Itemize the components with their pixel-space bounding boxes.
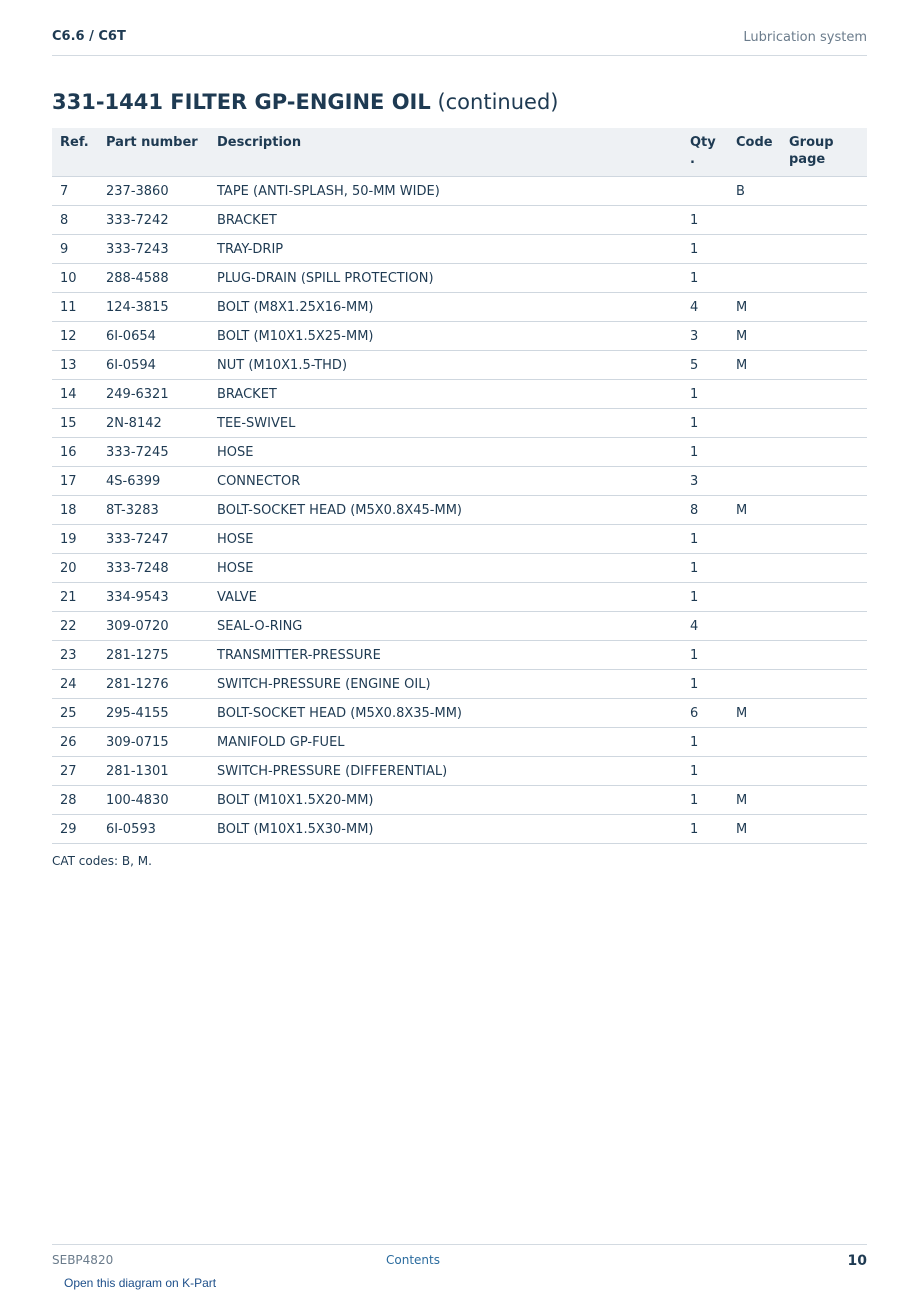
- cell-code: M: [728, 815, 781, 844]
- cell-group-page: [781, 496, 867, 525]
- cell-qty: 1: [682, 264, 728, 293]
- cell-group-page: [781, 670, 867, 699]
- cell-ref: 15: [52, 409, 98, 438]
- table-row: [52, 757, 867, 786]
- cell-qty: 1: [682, 670, 728, 699]
- cell-ref: 11: [52, 293, 98, 322]
- cell-code: [728, 467, 781, 496]
- table-row: [52, 641, 867, 670]
- cell-description: NUT (M10X1.5-THD): [209, 351, 682, 380]
- cell-part-number: 100-4830: [98, 786, 209, 815]
- table-row: [52, 351, 867, 380]
- table-row: [52, 699, 867, 728]
- cell-ref: 27: [52, 757, 98, 786]
- cell-description: BRACKET: [209, 206, 682, 235]
- cell-code: B: [728, 177, 781, 206]
- cell-description: MANIFOLD GP-FUEL: [209, 728, 682, 757]
- table-row: [52, 380, 867, 409]
- table-row: [52, 235, 867, 264]
- cell-description: SEAL-O-RING: [209, 612, 682, 641]
- cell-code: [728, 612, 781, 641]
- cat-codes-note: CAT codes: B, M.: [52, 854, 152, 868]
- cell-part-number: 124-3815: [98, 293, 209, 322]
- cell-part-number: 281-1275: [98, 641, 209, 670]
- col-code-header: Code: [728, 128, 781, 177]
- cell-part-number: 4S-6399: [98, 467, 209, 496]
- cell-code: M: [728, 322, 781, 351]
- cell-ref: 28: [52, 786, 98, 815]
- cell-code: M: [728, 496, 781, 525]
- cell-ref: 22: [52, 612, 98, 641]
- table-row: [52, 786, 867, 815]
- cell-part-number: 2N-8142: [98, 409, 209, 438]
- table-row: [52, 467, 867, 496]
- cell-group-page: [781, 815, 867, 844]
- table-row: [52, 583, 867, 612]
- section-label: Lubrication system: [743, 30, 867, 45]
- cell-part-number: 309-0715: [98, 728, 209, 757]
- cell-ref: 21: [52, 583, 98, 612]
- cell-qty: 1: [682, 206, 728, 235]
- cell-part-number: 334-9543: [98, 583, 209, 612]
- cell-code: [728, 235, 781, 264]
- cell-description: PLUG-DRAIN (SPILL PROTECTION): [209, 264, 682, 293]
- cell-code: M: [728, 786, 781, 815]
- page-title: [52, 90, 558, 114]
- cell-ref: 23: [52, 641, 98, 670]
- page-number: 10: [847, 1253, 867, 1269]
- cell-qty: 5: [682, 351, 728, 380]
- col-ref-header: Ref.: [52, 128, 98, 177]
- cell-qty: [682, 177, 728, 206]
- cell-description: HOSE: [209, 554, 682, 583]
- cell-code: M: [728, 699, 781, 728]
- cell-qty: 1: [682, 380, 728, 409]
- cell-description: BRACKET: [209, 380, 682, 409]
- title-main: 331-1441 FILTER GP-ENGINE OIL: [52, 90, 431, 114]
- cell-group-page: [781, 525, 867, 554]
- cell-code: [728, 438, 781, 467]
- table-row: [52, 293, 867, 322]
- cell-qty: 1: [682, 641, 728, 670]
- cell-code: [728, 670, 781, 699]
- cell-code: [728, 206, 781, 235]
- cell-description: HOSE: [209, 438, 682, 467]
- cell-part-number: 333-7243: [98, 235, 209, 264]
- cell-qty: 3: [682, 467, 728, 496]
- cell-ref: 18: [52, 496, 98, 525]
- cell-part-number: 281-1301: [98, 757, 209, 786]
- cell-qty: 1: [682, 786, 728, 815]
- cell-ref: 12: [52, 322, 98, 351]
- cell-description: SWITCH-PRESSURE (DIFFERENTIAL): [209, 757, 682, 786]
- table-row: [52, 815, 867, 844]
- page-header: [52, 28, 867, 56]
- cell-group-page: [781, 409, 867, 438]
- col-description-header: Description: [209, 128, 682, 177]
- cell-code: [728, 757, 781, 786]
- cell-description: BOLT-SOCKET HEAD (M5X0.8X45-MM): [209, 496, 682, 525]
- contents-link[interactable]: Contents: [386, 1253, 440, 1267]
- cell-group-page: [781, 612, 867, 641]
- cell-ref: 8: [52, 206, 98, 235]
- cell-description: BOLT (M10X1.5X30-MM): [209, 815, 682, 844]
- cell-ref: 20: [52, 554, 98, 583]
- col-qty-header: Qty .: [682, 128, 728, 177]
- cell-qty: 1: [682, 438, 728, 467]
- cell-part-number: 8T-3283: [98, 496, 209, 525]
- cell-code: [728, 728, 781, 757]
- table-row: [52, 612, 867, 641]
- cell-description: BOLT (M10X1.5X20-MM): [209, 786, 682, 815]
- cell-code: [728, 264, 781, 293]
- table-row: [52, 322, 867, 351]
- cell-group-page: [781, 438, 867, 467]
- table-row: [52, 264, 867, 293]
- cell-code: [728, 641, 781, 670]
- cell-description: TEE-SWIVEL: [209, 409, 682, 438]
- cell-ref: 7: [52, 177, 98, 206]
- page-footer: [52, 1244, 867, 1275]
- cell-part-number: 249-6321: [98, 380, 209, 409]
- cell-description: TRAY-DRIP: [209, 235, 682, 264]
- parts-table: [52, 128, 867, 844]
- cell-description: VALVE: [209, 583, 682, 612]
- parts-table-header: [52, 128, 867, 177]
- cell-code: [728, 380, 781, 409]
- cell-ref: 29: [52, 815, 98, 844]
- table-row: [52, 496, 867, 525]
- table-row: [52, 670, 867, 699]
- cell-group-page: [781, 206, 867, 235]
- cell-description: TAPE (ANTI-SPLASH, 50-MM WIDE): [209, 177, 682, 206]
- cell-ref: 19: [52, 525, 98, 554]
- cell-ref: 26: [52, 728, 98, 757]
- cell-group-page: [781, 757, 867, 786]
- cell-part-number: 281-1276: [98, 670, 209, 699]
- cell-qty: 1: [682, 409, 728, 438]
- cell-group-page: [781, 786, 867, 815]
- cell-qty: 1: [682, 554, 728, 583]
- cell-ref: 25: [52, 699, 98, 728]
- cell-ref: 14: [52, 380, 98, 409]
- cell-group-page: [781, 264, 867, 293]
- cell-part-number: 333-7248: [98, 554, 209, 583]
- cell-part-number: 6I-0593: [98, 815, 209, 844]
- cell-ref: 9: [52, 235, 98, 264]
- col-group-page-header: Group page: [781, 128, 867, 177]
- cell-code: [728, 583, 781, 612]
- cell-qty: 4: [682, 293, 728, 322]
- cell-group-page: [781, 380, 867, 409]
- cell-ref: 17: [52, 467, 98, 496]
- cell-group-page: [781, 728, 867, 757]
- cell-ref: 16: [52, 438, 98, 467]
- cell-part-number: 288-4588: [98, 264, 209, 293]
- cell-code: [728, 525, 781, 554]
- cell-code: M: [728, 293, 781, 322]
- cell-part-number: 309-0720: [98, 612, 209, 641]
- cell-group-page: [781, 554, 867, 583]
- title-suffix: (continued): [437, 90, 559, 114]
- cell-code: [728, 409, 781, 438]
- table-row: [52, 728, 867, 757]
- cell-qty: 1: [682, 235, 728, 264]
- cell-part-number: 333-7245: [98, 438, 209, 467]
- cell-group-page: [781, 322, 867, 351]
- document-id: SEBP4820: [52, 1253, 114, 1267]
- cell-description: BOLT (M8X1.25X16-MM): [209, 293, 682, 322]
- parts-table-body: [52, 177, 867, 844]
- table-row: [52, 525, 867, 554]
- cell-ref: 24: [52, 670, 98, 699]
- cell-qty: 1: [682, 757, 728, 786]
- cell-part-number: 237-3860: [98, 177, 209, 206]
- cell-qty: 1: [682, 583, 728, 612]
- model-label: C6.6 / C6T: [52, 29, 126, 44]
- cell-ref: 10: [52, 264, 98, 293]
- cell-qty: 1: [682, 525, 728, 554]
- cell-description: SWITCH-PRESSURE (ENGINE OIL): [209, 670, 682, 699]
- cell-code: [728, 554, 781, 583]
- cell-group-page: [781, 293, 867, 322]
- table-row: [52, 409, 867, 438]
- cell-group-page: [781, 583, 867, 612]
- cell-description: TRANSMITTER-PRESSURE: [209, 641, 682, 670]
- cell-qty: 1: [682, 815, 728, 844]
- col-part-number-header: Part number: [98, 128, 209, 177]
- table-row: [52, 438, 867, 467]
- cell-part-number: 333-7247: [98, 525, 209, 554]
- cell-part-number: 6I-0594: [98, 351, 209, 380]
- table-row: [52, 206, 867, 235]
- table-row: [52, 554, 867, 583]
- cell-qty: 4: [682, 612, 728, 641]
- cell-code: M: [728, 351, 781, 380]
- table-row: [52, 177, 867, 206]
- cell-description: HOSE: [209, 525, 682, 554]
- cell-group-page: [781, 467, 867, 496]
- cell-ref: 13: [52, 351, 98, 380]
- cell-group-page: [781, 641, 867, 670]
- cell-description: BOLT (M10X1.5X25-MM): [209, 322, 682, 351]
- kpart-diagram-link[interactable]: Open this diagram on K-Part: [64, 1276, 217, 1290]
- cell-description: BOLT-SOCKET HEAD (M5X0.8X35-MM): [209, 699, 682, 728]
- cell-qty: 3: [682, 322, 728, 351]
- cell-part-number: 6I-0654: [98, 322, 209, 351]
- cell-group-page: [781, 235, 867, 264]
- cell-part-number: 295-4155: [98, 699, 209, 728]
- cell-qty: 8: [682, 496, 728, 525]
- cell-group-page: [781, 177, 867, 206]
- header-row: [52, 128, 867, 177]
- cell-qty: 6: [682, 699, 728, 728]
- cell-group-page: [781, 351, 867, 380]
- cell-description: CONNECTOR: [209, 467, 682, 496]
- cell-part-number: 333-7242: [98, 206, 209, 235]
- cell-group-page: [781, 699, 867, 728]
- cell-qty: 1: [682, 728, 728, 757]
